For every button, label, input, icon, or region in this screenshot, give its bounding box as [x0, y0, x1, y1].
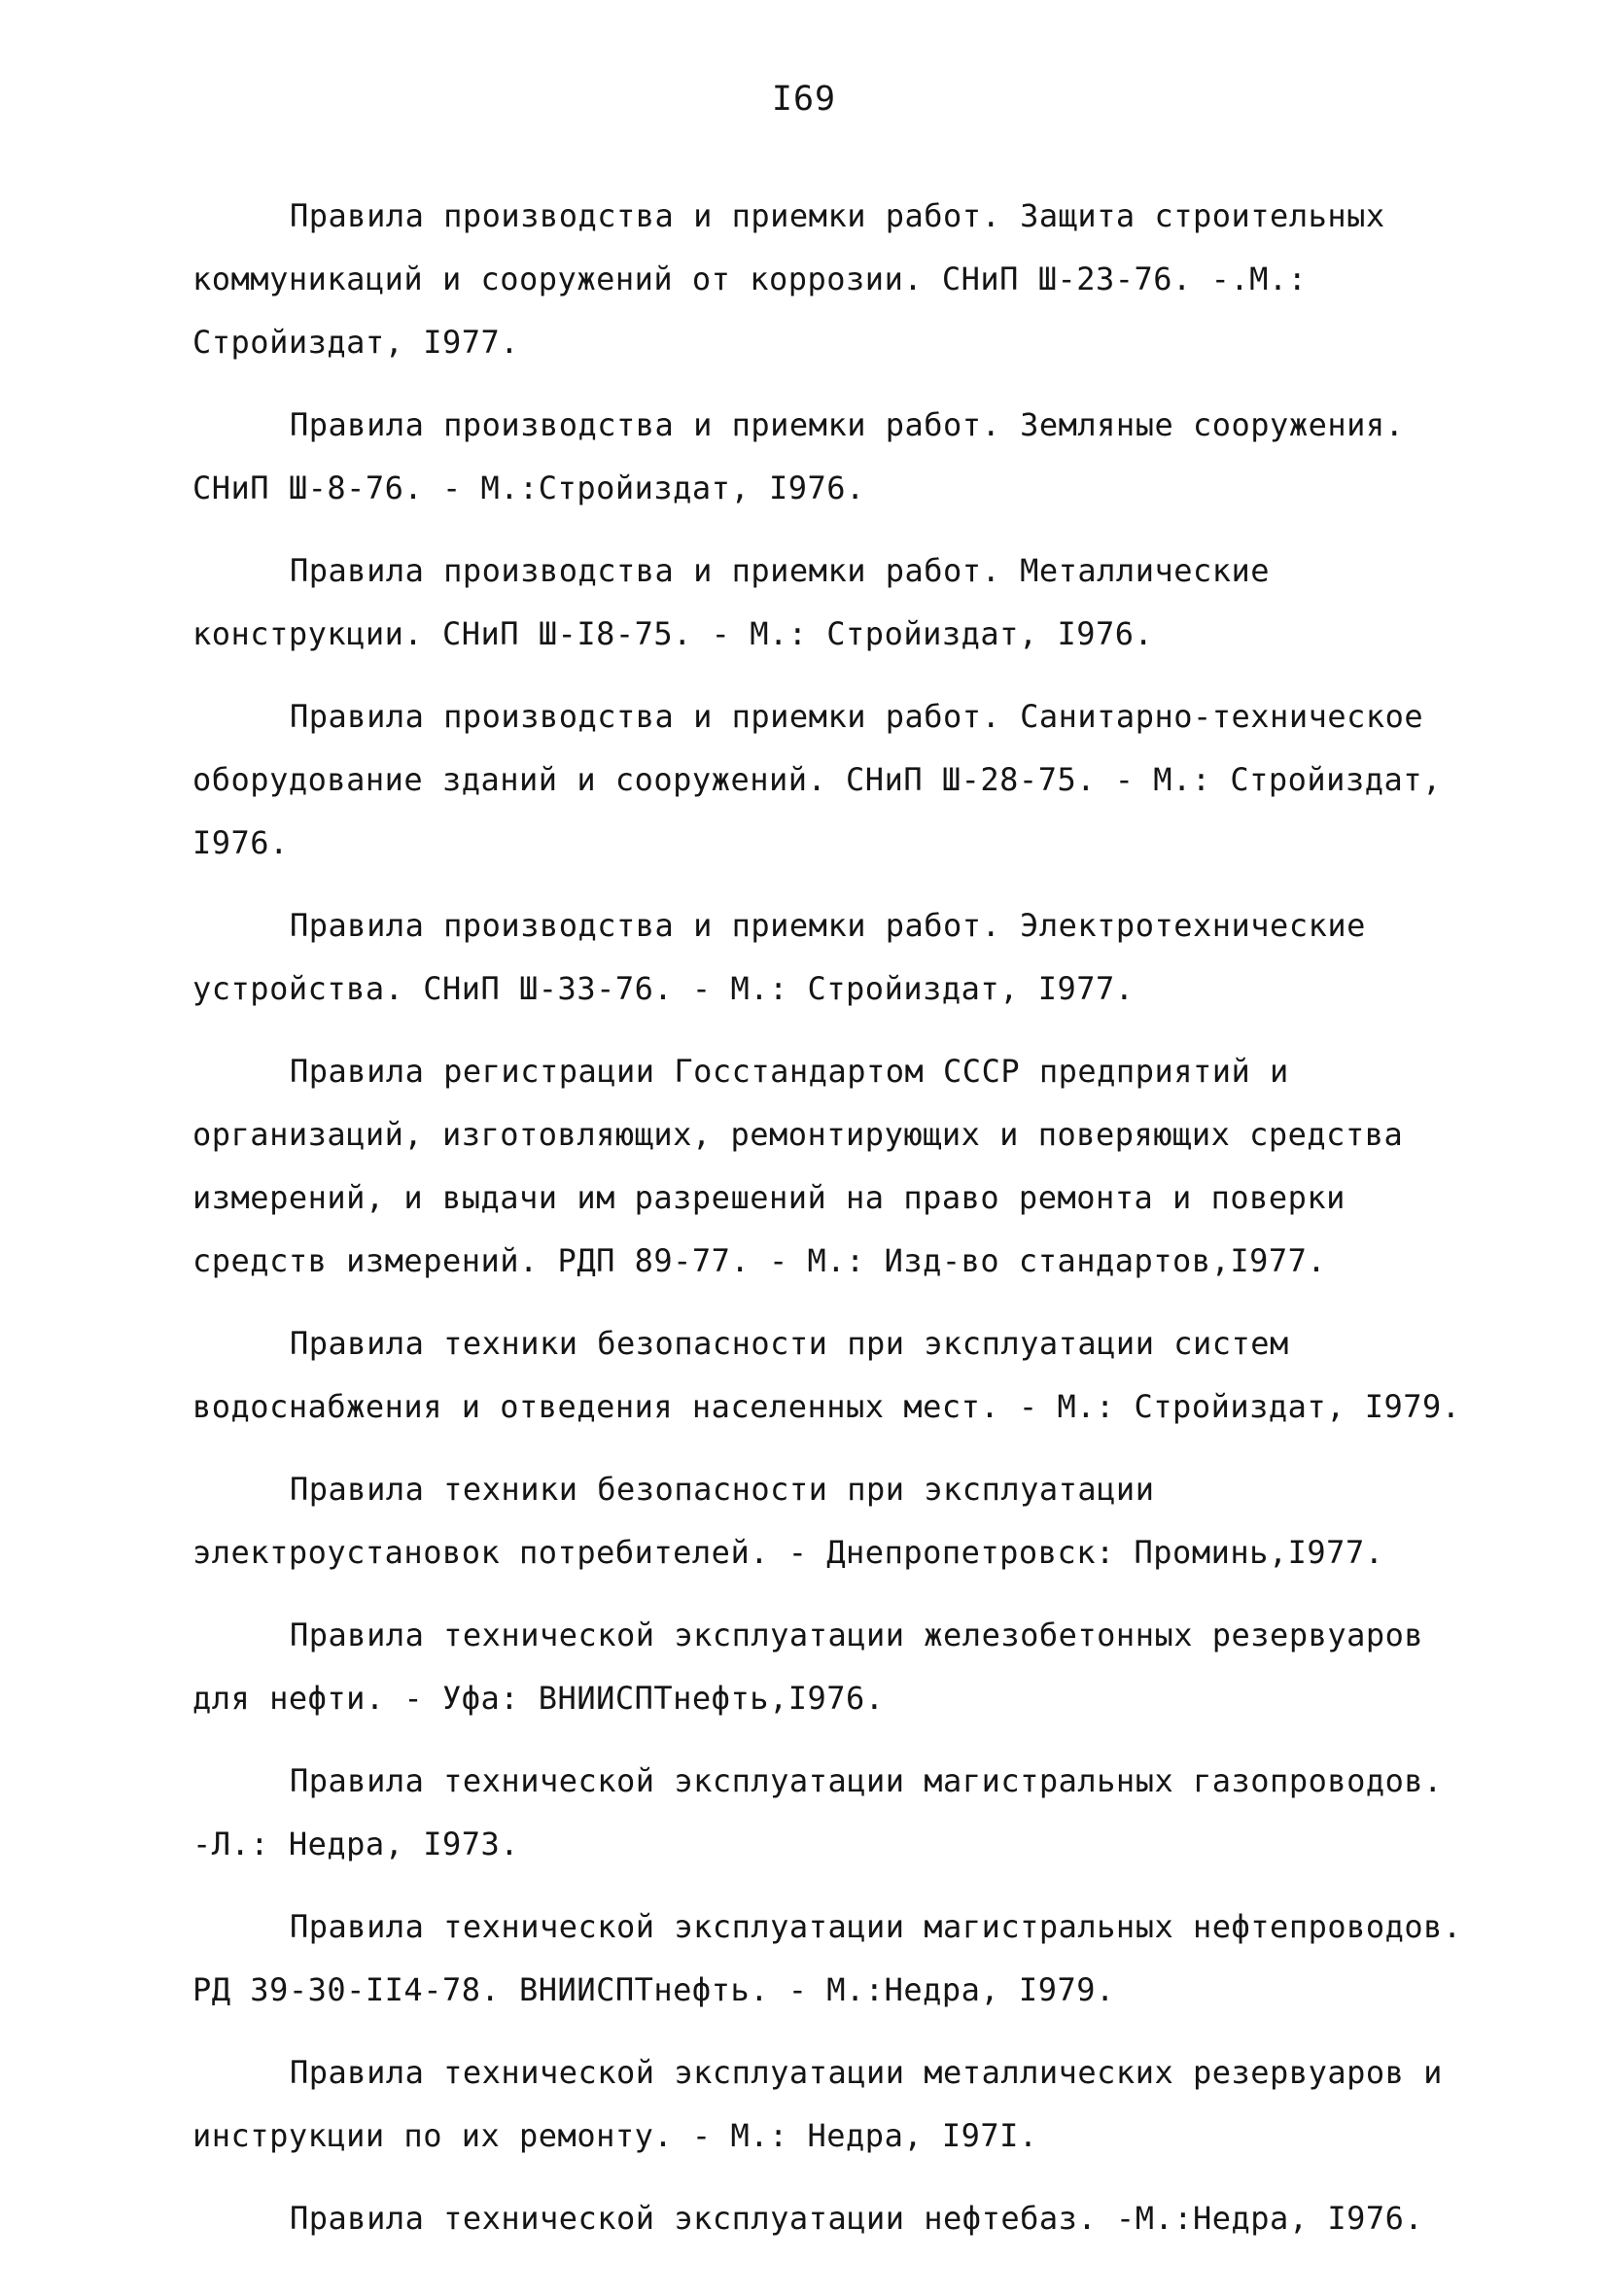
reference-entry: Правила производства и приемки работ. Металлические конструкции. СНиП Ш-I8-75. - М.: Стройиздат, I976.	[192, 552, 1271, 652]
reference-entry: Правила технической эксплуатации магистральных газопроводов. -Л.: Недра, I973.	[192, 1762, 1443, 1862]
reference-entry: Правила техники безопасности при эксплуатации электроустановок потребителей. - Днепропетровск: Проминь,I977.	[192, 1471, 1384, 1571]
page-number: I69	[771, 80, 837, 119]
reference-entry: Правила производства и приемки работ. Электротехнические устройства. СНиП Ш-33-76. - М.: Стройиздат, I977.	[192, 907, 1366, 1007]
reference-entry: Правила производства и приемки работ. Защита строительных коммуникаций и сооружений от коррозии. СНиП Ш-23-76. -.М.: Стройиздат, I977.	[192, 197, 1385, 361]
reference-entry: Правила технической эксплуатации магистральных нефтепроводов. РД 39-30-II4-78. ВНИИСПТнефть. - М.:Недра, I979.	[192, 1908, 1462, 2008]
reference-entry: Правила производства и приемки работ. Санитарно-техническое оборудование зданий и сооружений. СНиП Ш-28-75. - М.: Стройиздат, I976.	[192, 698, 1442, 861]
reference-entry: Правила техники безопасности при эксплуатации систем водоснабжения и отведения населенных мест. - М.: Стройиздат, I979.	[192, 1325, 1461, 1425]
reference-list	[192, 185, 1476, 2270]
reference-entry: Правила технической эксплуатации металлических резервуаров и инструкции по их ремонту. - М.: Недра, I97I.	[192, 2054, 1443, 2154]
reference-entry: Правила технической эксплуатации нефтебаз. -М.:Недра, I976.	[290, 2200, 1424, 2237]
reference-entry: Правила производства и приемки работ. Земляные сооружения. СНиП Ш-8-76. - М.:Стройиздат, I976.	[192, 406, 1405, 506]
reference-entry: Правила регистрации Госстандартом СССР предприятий и организаций, изготовляющих, ремонтирующих и поверяющих средства измерений, и выдачи им разрешений на право ремонта и поверки средств измерений. РДП 89-77. - М.: Изд-во стандартов,I977.	[192, 1053, 1404, 1279]
reference-entry: Правила технической эксплуатации железобетонных резервуаров для нефти. - Уфа: ВНИИСПТнефть,I976.	[192, 1617, 1424, 1717]
